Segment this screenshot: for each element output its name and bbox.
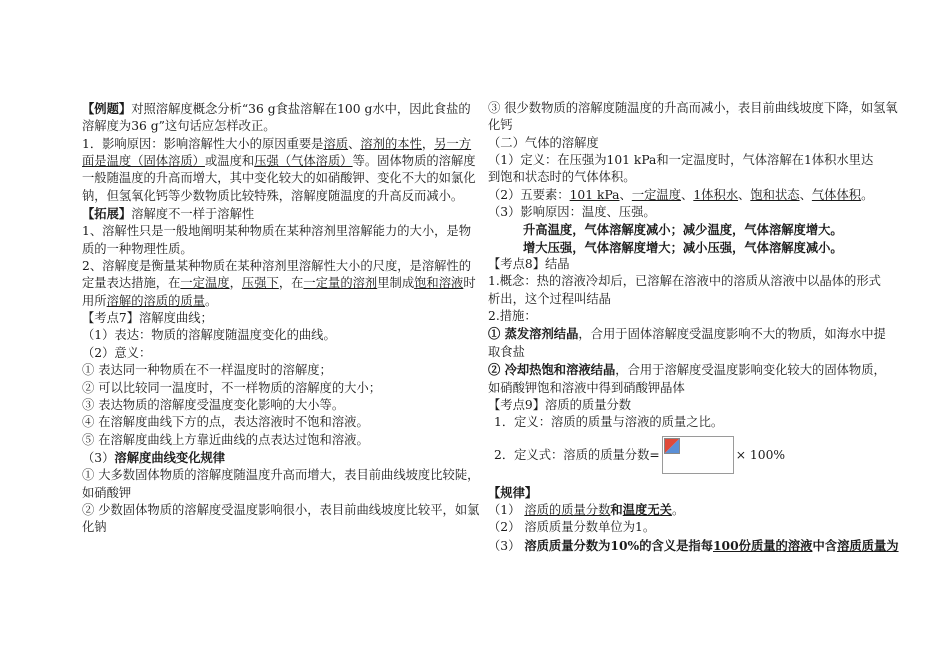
influence-line-1: 1．影响原因：影响溶解性大小的原因重要是溶质、溶剂的本性，另一方 (82, 136, 472, 151)
point9-heading: 【考点9】溶质的质量分数 (488, 397, 632, 412)
formula-box (662, 436, 734, 474)
curve-rule-3a: ③ 很少数物质的溶解度随温度的升高而减小，表目前曲线坡度下降，如氢氧 (488, 101, 898, 115)
extension-line-2: 质的一种物理性质。 (82, 241, 193, 256)
point7-heading: 【考点7】溶解度曲线； (82, 311, 213, 326)
influence-line-3: 一般随温度的升高而增大，其中变化较大的如硝酸钾、变化不大的如氯化 (82, 171, 476, 186)
meaning-item-4: ④ 在溶解度曲线下方的点，表达溶液时不饱和溶液。 (82, 415, 369, 430)
crystallization-concept-2: 析出，这个过程叫结晶 (488, 291, 611, 306)
mass-fraction-definition: 1．定义：溶质的质量与溶液的质量之比。 (494, 415, 724, 430)
curve-rule-2a: ② 少数固体物质的溶解度受温度影响很小，表目前曲线坡度比较平，如氯 (82, 502, 480, 517)
curve-rule-3b: 化钙 (488, 118, 513, 133)
meaning-item-1: ① 表达同一种物质在不一样温度时的溶解度； (82, 363, 332, 378)
rule-3: （3） 溶质质量分数为10%的含义是指每100份质量的溶液中含溶质质量为 (488, 537, 899, 553)
example-line-1: 【例题】对照溶解度概念分析“36 g食盐溶解在100 g水中，因此食盐的 (82, 101, 471, 116)
extension-heading: 【拓展】溶解度不一样于溶解性 (82, 206, 255, 222)
measure-2b: 如硝酸钾饱和溶液中得到硝酸钾晶体 (488, 380, 685, 395)
gas-temperature-rule: 升高温度，气体溶解度减小；减少温度，气体溶解度增大。 (523, 222, 843, 238)
rule-1: （1） 溶质的质量分数和温度无关。 (488, 501, 685, 517)
left-column (82, 100, 480, 537)
meaning-item-3: ③ 表达物质的溶解度受温度变化影响的大小等。 (82, 397, 345, 412)
mass-fraction-formula: 2．定义式：溶质的质量分数= × 100% (488, 432, 870, 478)
crystallization-concept-1: 1.概念：热的溶液冷却后，已溶解在溶液中的溶质从溶液中以晶体的形式 (488, 274, 881, 289)
extension-line-4: 定量表达措施，在一定温度，压强下，在一定量的溶剂里制成饱和溶液时 (82, 276, 476, 291)
extension-line-5: 用所溶解的溶质的质量。 (82, 293, 218, 308)
curve-rule-1a: ① 大多数固体物质的溶解度随温度升高而增大，表目前曲线坡度比较陡， (82, 468, 480, 483)
formula-image-icon (664, 438, 680, 454)
curve-rule-1b: 如硝酸钾 (82, 485, 132, 500)
influence-line-4: 钠，但氢氧化钙等少数物质比较特殊，溶解度随温度的升高反而减小。 (82, 188, 464, 203)
gas-solubility-heading: （二）气体的溶解度 (488, 135, 599, 150)
curve-rule-2b: 化钠 (82, 520, 107, 535)
influence-line-2: 面是温度（固体溶质）或温度和压强（气体溶质）等。固体物质的溶解度 (82, 154, 476, 169)
measure-2a: ② 冷却热饱和溶液结晶，合用于溶解度受温度影响变化较大的固体物质， (488, 362, 886, 378)
meaning-item-5: ⑤ 在溶解度曲线上方靠近曲线的点表达过饱和溶液。 (82, 432, 369, 447)
example-tag: 【例题】 (82, 101, 132, 116)
rule-heading: 【规律】 (488, 484, 538, 500)
extension-line-1: 1、溶解性只是一般地阐明某种物质在某种溶剂里溶解能力的大小，是物 (82, 224, 472, 239)
gas-definition-2: 到饱和状态时的气体体积。 (488, 170, 636, 185)
point8-heading: 【考点8】结晶 (488, 257, 570, 272)
extension-line-3: 2、溶解度是衡量某种物质在某种溶剂里溶解性大小的尺度，是溶解性的 (82, 259, 472, 274)
rule-2: （2） 溶质质量分数单位为1。 (488, 520, 656, 535)
measures-heading: 2.措施： (488, 309, 537, 324)
gas-five-elements: （2）五要素：101 kPa、一定温度、1体积水、饱和状态、气体体积。 (488, 187, 874, 202)
curve-rule-heading: （3）溶解度曲线变化规律 (82, 449, 226, 465)
measure-1b: 取食盐 (488, 344, 525, 359)
right-column (488, 100, 899, 555)
gas-pressure-rule: 增大压强，气体溶解度增大；减小压强，气体溶解度减小。 (523, 239, 843, 255)
gas-definition-1: （1）定义：在压强为101 kPa和一定温度时，气体溶解在1体积水里达 (488, 153, 874, 168)
example-line-2: 溶解度为36 g”这句话应怎样改正。 (82, 119, 276, 134)
measure-1a: ① 蒸发溶剂结晶，合用于固体溶解度受温度影响不大的物质，如海水中提 (488, 326, 886, 342)
gas-factors: （3）影响原因：温度、压强。 (488, 205, 656, 220)
meaning-item-2: ② 可以比较同一温度时，不一样物质的溶解度的大小； (82, 380, 382, 395)
point7-meaning: （2）意义： (82, 345, 152, 360)
point7-expression: （1）表达：物质的溶解度随温度变化的曲线。 (82, 328, 336, 343)
